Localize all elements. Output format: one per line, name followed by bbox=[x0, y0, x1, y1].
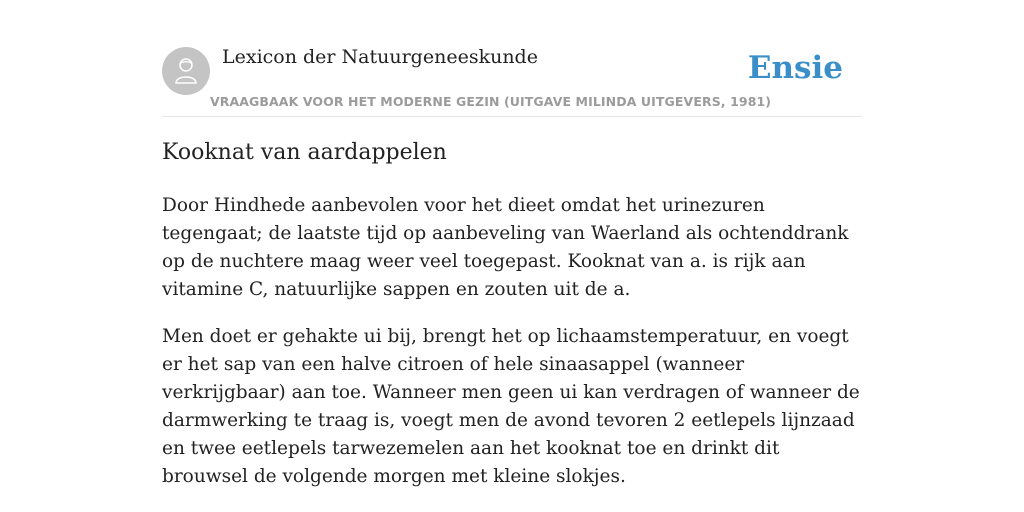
user-icon bbox=[174, 57, 198, 85]
paragraph: Men doet er gehakte ui bij, brengt het op lichaamstemperatuur, en voegt er het sap van een halve citroen of hele sinaasappel (wanneer verkrijgbaar) aan toe. Wanneer men geen ui kan verdragen of wanneer de darmwerking te traag is, voegt men de avond tevoren 2 eetlepels lijnzaad en twee eetlepels tarwezemelen aan het kooknat toe en drinkt dit brouwsel de volgende morgen met kleine slokjes. bbox=[162, 326, 860, 487]
source-subtitle: VRAAGBAAK VOOR HET MODERNE GEZIN (UITGAVE MILINDA UITGEVERS, 1981) bbox=[210, 94, 772, 109]
page-title: Kooknat van aardappelen bbox=[162, 140, 447, 165]
avatar[interactable] bbox=[162, 47, 210, 95]
article-body bbox=[162, 192, 862, 510]
brand-logo[interactable]: Ensie bbox=[747, 50, 843, 86]
source-title[interactable]: Lexicon der Natuurgeneeskunde bbox=[222, 46, 538, 68]
source-header bbox=[162, 0, 862, 117]
paragraph: Door Hindhede aanbevolen voor het dieet omdat het urinezuren tegengaat; de laatste tijd op aanbeveling van Waerland als ochtenddrank op de nuchtere maag weer veel toegepast. Kooknat van a. is rijk aan vitamine C, natuurlijke sappen en zouten uit de a. bbox=[162, 195, 849, 300]
